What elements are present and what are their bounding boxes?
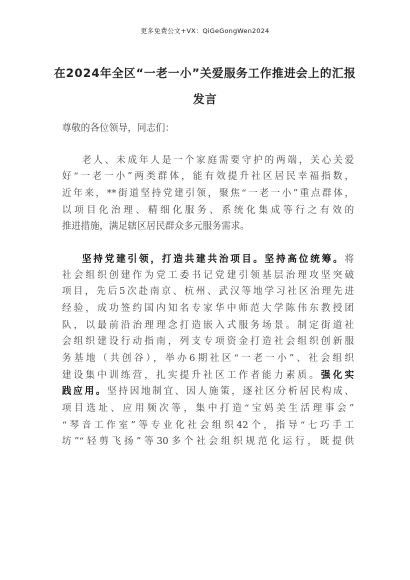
section-heading: 践应用。	[62, 386, 108, 397]
paragraph-2-line-7: 务基地（共创谷），举办6期社区“一老一小”、社会组织	[62, 353, 354, 364]
paragraph-2-line-9	[62, 384, 354, 400]
document-title-line-1: 在2024年全区“一老一小”关爱服务工作推进会上的汇报	[53, 66, 357, 80]
document-title-line-2: 发言	[193, 92, 217, 106]
paragraph-2-line-6: 会组织建设行动指南，列支专项资金打造社会组织创新服	[62, 336, 354, 347]
paragraph-2-line-11: “琴音工作室”等专业化社会组织42个，指导“七巧手工	[62, 420, 354, 431]
paragraph-2-line-8	[62, 368, 354, 384]
paragraph-text: 坚持因地制宜、因人施策，逐社区分析居民构成、	[107, 386, 354, 397]
paragraph-2-line-3: 项目，先后5次赴南京、杭州、武汉等地学习社区治理先进	[62, 286, 354, 297]
paragraph-1-line-5: 推进措施，满足辖区居民群众多元服务需求。	[62, 221, 250, 232]
paragraph-1-line-3: 近年来，**街道坚持党建引领，聚焦“一老一小”重点群体，	[62, 188, 354, 199]
paragraph-text: 将	[344, 254, 354, 265]
paragraph-2-line-2: 社会组织创建作为党工委书记党建引领基层治理攻坚突破	[62, 270, 354, 281]
paragraph-2-line-5: 队，以最前沿治理理念打造嵌入式服务场景。制定街道社	[62, 320, 354, 331]
paragraph-1-line-4: 以项目化治理、精细化服务、系统化集成等行之有效的	[62, 205, 354, 216]
header-note: 更多免费公文+VX：QiGeGongWen2024	[140, 27, 270, 35]
section-heading: 坚持党建引领，打造共建共治项目。坚持高位统筹。	[82, 254, 345, 265]
section-heading: 强化实	[321, 370, 354, 381]
paragraph-2-line-4: 经验，成功签约国内知名专家华中师范大学陈伟东教授团	[62, 303, 354, 314]
paragraph-text: 建设集中训练营，扎实提升社区工作者能力素质。	[62, 370, 322, 381]
salutation: 尊敬的各位领导，同志们：	[62, 123, 175, 134]
paragraph-2-line-1	[82, 252, 354, 268]
paragraph-1-line-2: 好“一老一小”两类群体，能有效提升社区居民幸福指数，	[62, 171, 354, 182]
paragraph-1-line-1: 老人、未成年人是一个家庭需要守护的两端，关心关爱	[82, 155, 354, 166]
paragraph-2-line-10: 项目选址、应用频次等，集中打造“宝妈美生活理事会”	[62, 403, 354, 414]
paragraph-2-line-12: 坊”“轻剪飞扬”等30多个社会组织规范化运行，既提供	[62, 436, 354, 447]
